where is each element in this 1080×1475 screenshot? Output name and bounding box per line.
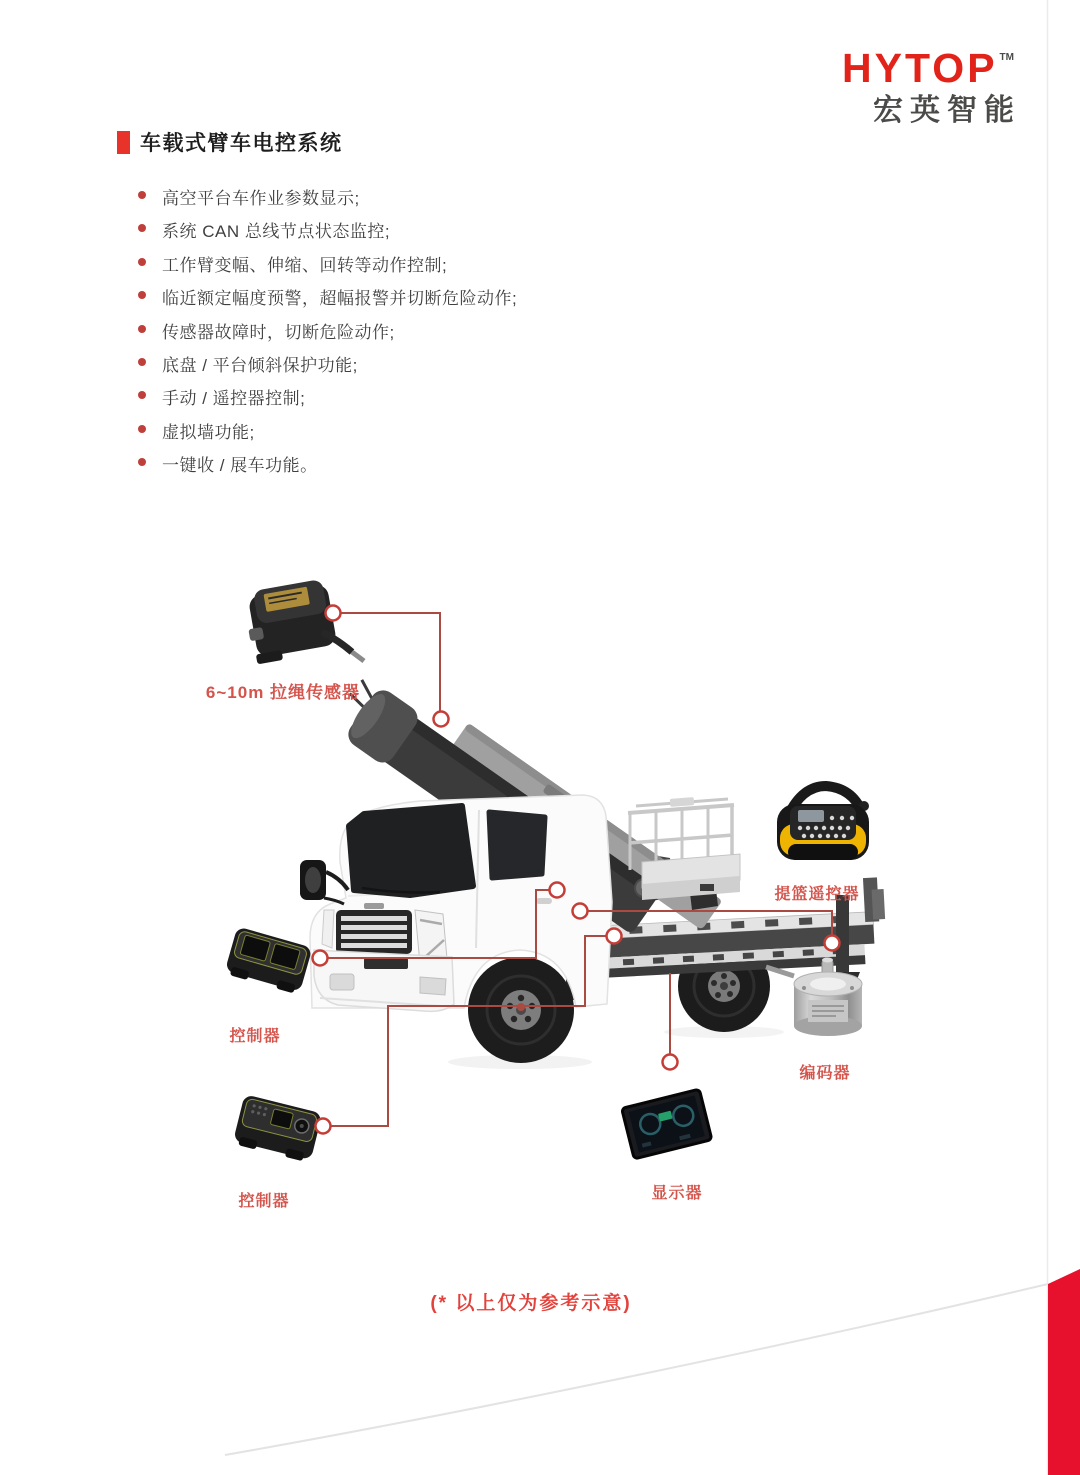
rope-sensor-device — [242, 578, 364, 665]
headlight-left — [322, 910, 334, 948]
decorative-curve — [225, 1284, 1048, 1455]
feature-text: 一键收 / 展车功能。 — [162, 456, 318, 476]
display-device — [622, 1089, 712, 1159]
section-title-text: 车载式臂车电控系统 — [140, 132, 343, 155]
ring-cab-rear — [550, 883, 565, 898]
controller-2-device — [232, 1094, 322, 1163]
side-window — [489, 812, 545, 878]
ring-controller-2 — [316, 1119, 331, 1134]
ring-bed — [607, 929, 622, 944]
basket-remote-device — [777, 786, 869, 860]
ring-display — [663, 1055, 678, 1070]
windshield — [349, 806, 473, 895]
label-controller-2: 控制器 — [238, 1193, 290, 1210]
truck-cab — [300, 795, 612, 1011]
ring-encoder — [825, 936, 840, 951]
label-controller-1: 控制器 — [229, 1028, 281, 1045]
feature-text: 底盘 / 平台倾斜保护功能; — [162, 355, 358, 375]
front-grille — [336, 903, 412, 954]
front-bumper — [314, 950, 454, 1011]
label-display: 显示器 — [651, 1185, 703, 1202]
ring-boom-tip — [434, 712, 449, 727]
feature-text: 系统 CAN 总线节点状态监控; — [162, 222, 391, 242]
ring-controller-1 — [313, 951, 328, 966]
ring-turret — [573, 904, 588, 919]
reference-note: (* 以上仅为参考示意) — [430, 1293, 632, 1314]
brand-logo-text: HYTOP — [842, 45, 998, 91]
brand-logo-subtext: 宏英智能 — [873, 94, 1021, 127]
corner-accent — [1048, 1269, 1080, 1475]
feature-text: 临近额定幅度预警，超幅报警并切断危险动作; — [162, 289, 518, 309]
feature-text: 传感器故障时，切断危险动作; — [162, 322, 395, 342]
label-basket-remote: 提篮遥控器 — [774, 886, 860, 903]
label-rope-sensor: 6~10m 拉绳传感器 — [205, 683, 361, 702]
brand-trademark: TM — [999, 52, 1014, 63]
feature-text: 工作臂变幅、伸缩、回转等动作控制; — [162, 255, 448, 275]
controller-1-device — [224, 926, 312, 995]
label-encoder: 编码器 — [799, 1065, 851, 1082]
junction-dot — [517, 1003, 525, 1011]
feature-text: 高空平台车作业参数显示; — [162, 189, 360, 208]
feature-text: 虚拟墙功能; — [162, 422, 255, 442]
ring-rope-sensor — [326, 606, 341, 621]
feature-text: 手动 / 遥控器控制; — [162, 389, 306, 409]
door-handle — [536, 898, 552, 904]
